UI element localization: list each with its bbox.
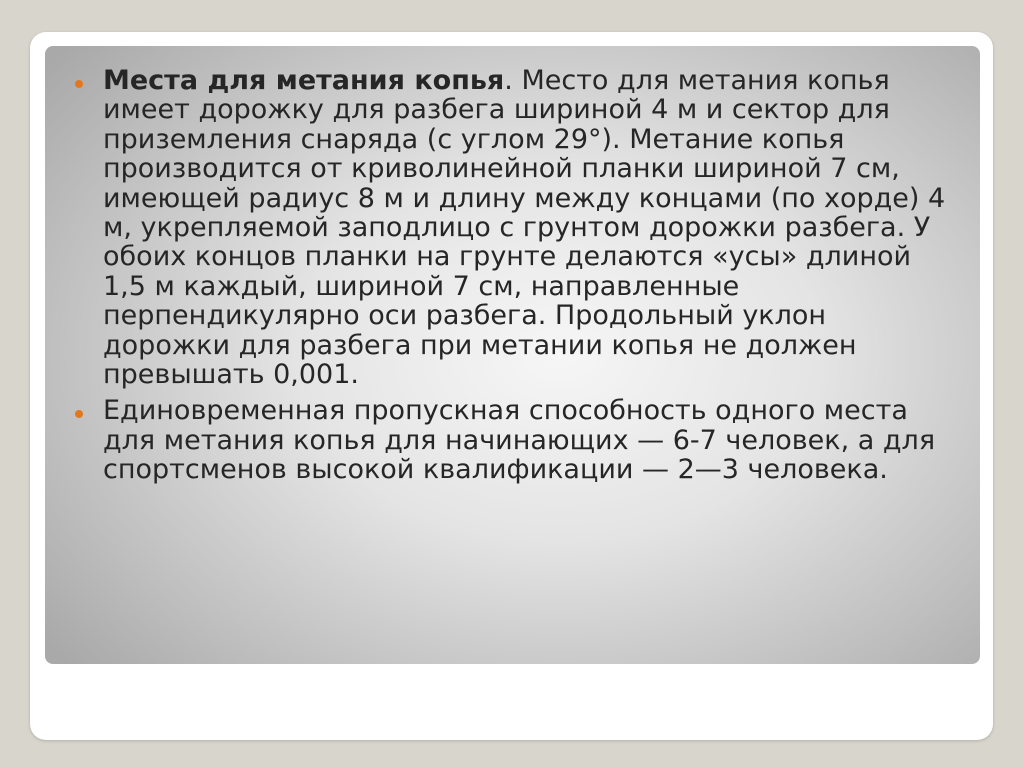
bullet-list [75,66,955,485]
bullet-dot-icon [75,410,83,418]
bullet-dot-icon [75,80,83,88]
content-panel [45,46,980,664]
bullet-text: . Место для метания копья имеет дорожку для разбега шириной 4 м и сектор для приземления снаряда (с углом 29°). Метание копья производится от криволинейной планки шириной 7 см, имеющей радиус 8 м и длину между концами (по хорде) 4 м, укрепляемой заподлицо с грунтом дорожки разбега. У обоих концов планки на грунте делаются «усы» длиной 1,5 м каждый, шириной 7 см, направленные перпендикулярно оси разбега. Продольный уклон дорожки для разбега при метании копья не должен превышать 0,001. [103,65,946,391]
bullet-text: Единовременная пропускная способность одного места для метания копья для начинающих — 6-7 человек, а для спортсменов высокой квалификации — 2—3 человека. [103,395,936,486]
bullet-item [75,396,955,484]
bullet-bold-heading: Места для метания копья [103,65,505,96]
bullet-item [75,66,955,389]
